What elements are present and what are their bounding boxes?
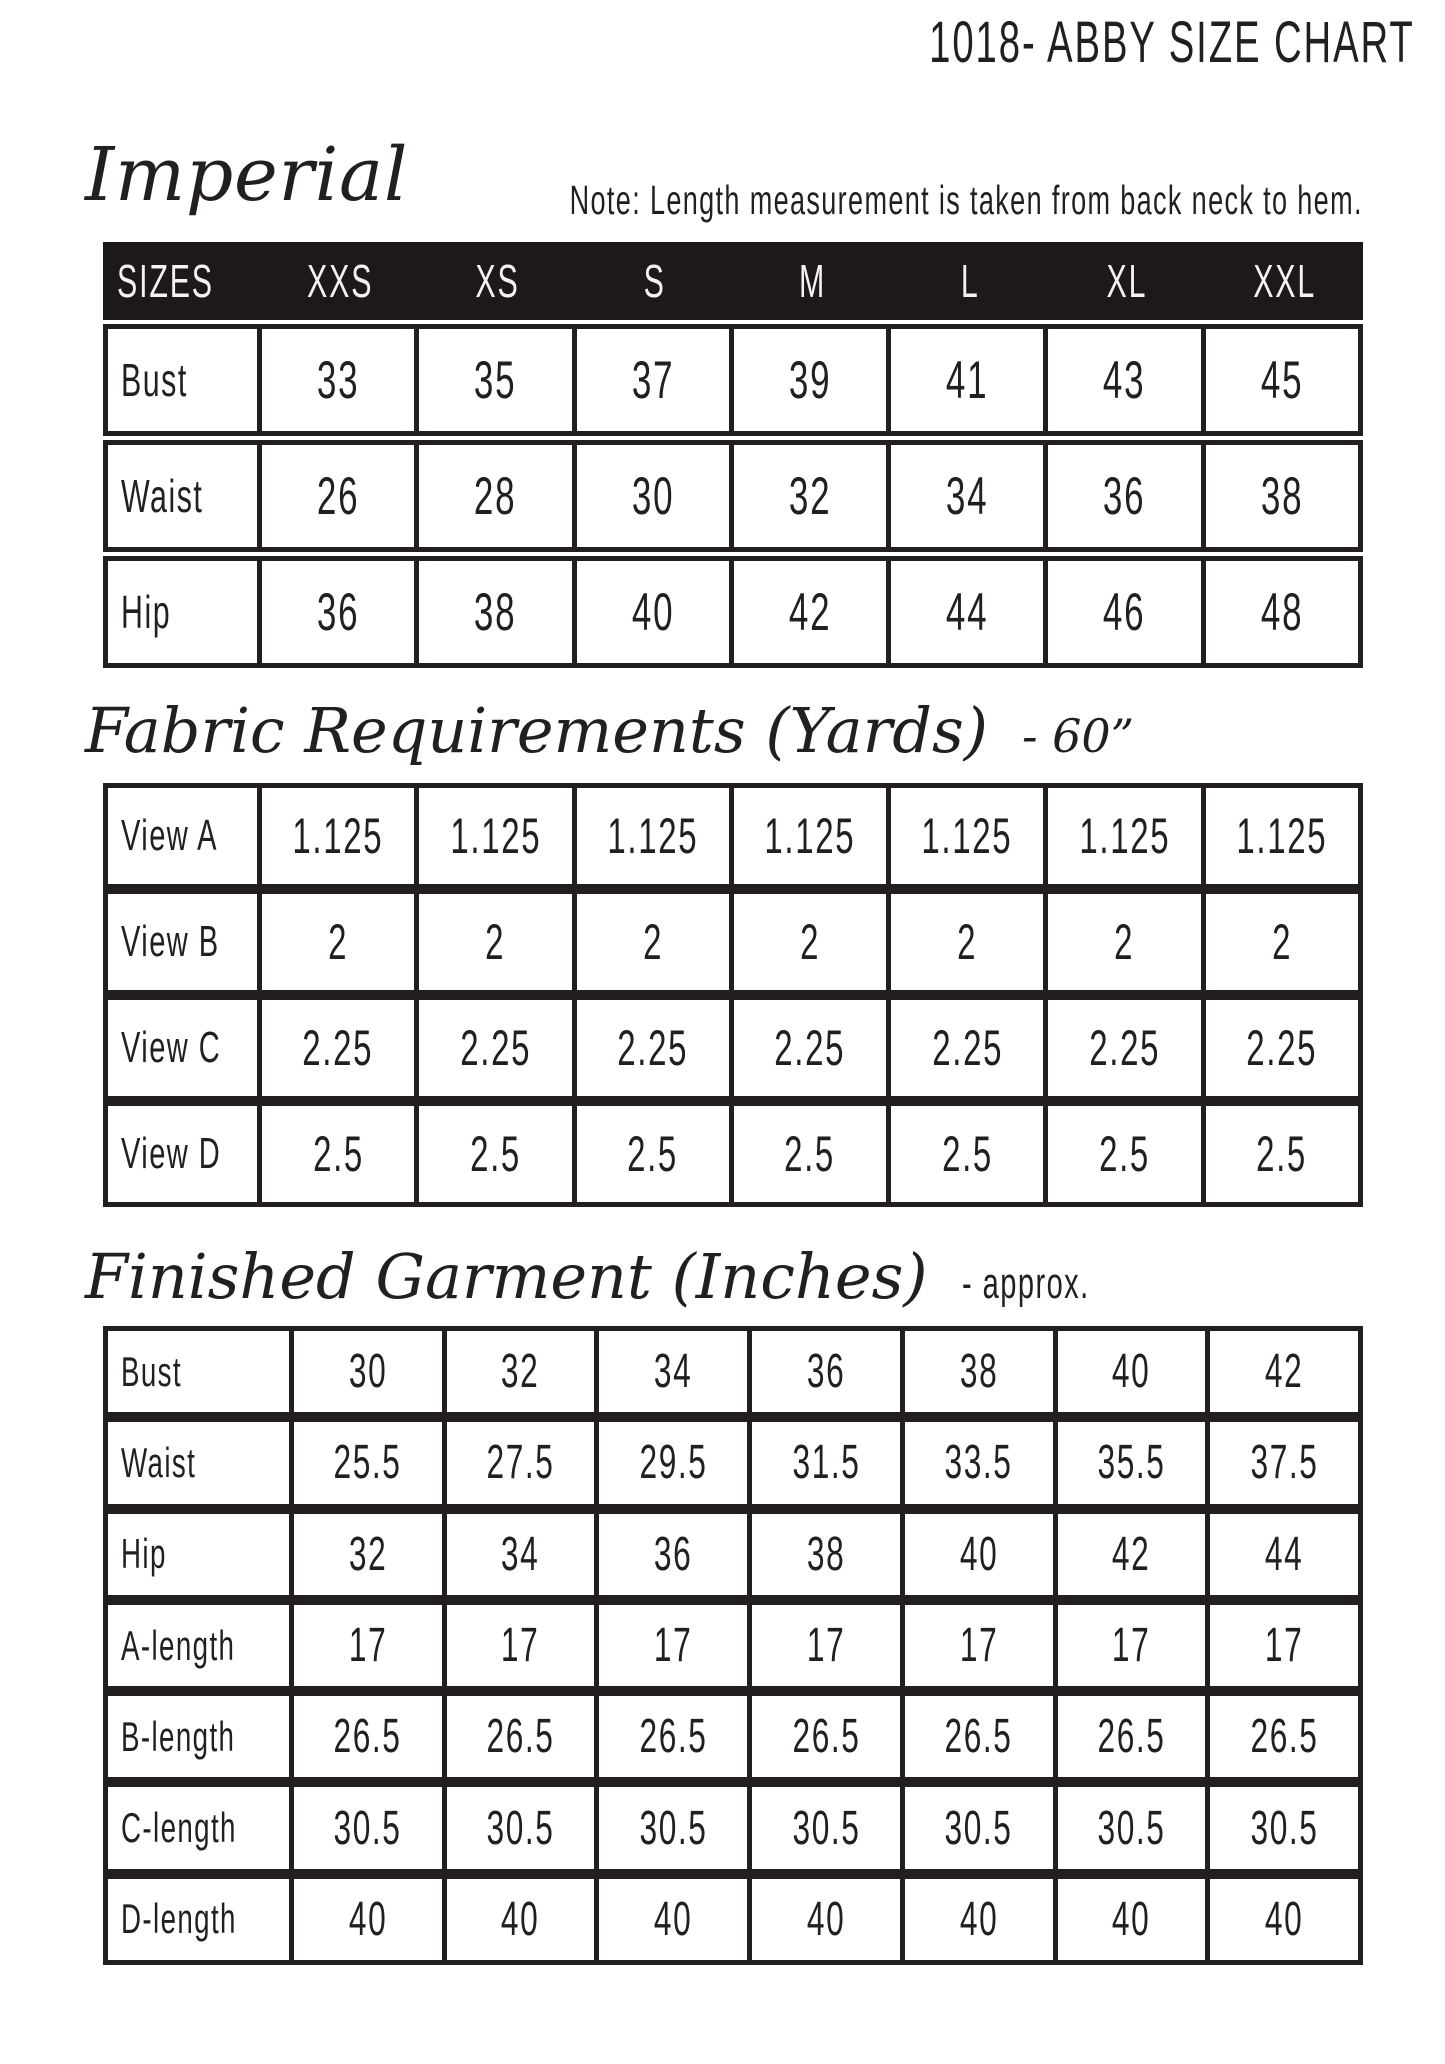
value-text: 26.5 [333,1710,402,1764]
value-cell [442,1605,595,1686]
value-text: 2 [485,914,506,970]
value-text: 30.5 [1097,1801,1166,1855]
value-text: 30.5 [486,1801,555,1855]
value-cell [900,1514,1053,1595]
value-cell [289,1696,442,1777]
finished-approx-suffix: - approx. [961,1259,1090,1308]
value-text: 42 [1112,1527,1151,1581]
value-cell [289,1514,442,1595]
table-row [103,440,1363,552]
row-label-cell [108,1422,289,1503]
value-text: 2.25 [302,1020,374,1076]
fabric-width-suffix: - 60” [1021,709,1135,763]
value-cell [729,894,886,990]
value-cell [572,561,729,663]
value-cell [257,445,414,547]
value-text: 1.125 [764,808,856,864]
value-text: 30.5 [944,1801,1013,1855]
value-text: 36 [654,1527,693,1581]
value-cell [729,1000,886,1096]
value-cell [1201,788,1358,884]
table-row [103,1326,1363,1417]
value-text: 37.5 [1250,1436,1319,1490]
value-text: 40 [348,1892,388,1946]
row-label-cell [108,894,257,990]
value-text: 34 [946,466,989,526]
value-text: 1.125 [921,808,1013,864]
header-cell-text: M [798,255,827,307]
table-row [103,1101,1363,1207]
value-cell [900,1879,1053,1960]
value-cell [729,329,886,431]
value-cell [1205,1514,1358,1595]
value-cell [886,445,1043,547]
value-text: 30.5 [792,1801,861,1855]
value-text: 26.5 [1250,1710,1319,1764]
value-cell [729,445,886,547]
value-text: 34 [501,1527,540,1581]
value-text: 30.5 [1250,1801,1319,1855]
table-row [103,1782,1363,1873]
header-cell-size [577,254,734,308]
value-cell [1053,1879,1206,1960]
row-label: B-length [121,1712,236,1760]
value-cell [886,329,1043,431]
value-text: 1.125 [450,808,541,864]
value-cell [900,1605,1053,1686]
value-text: 40 [806,1892,846,1946]
value-text: 36 [1103,466,1146,526]
value-cell [1201,329,1358,431]
value-cell [1205,1787,1358,1868]
value-text: 38 [474,582,517,642]
value-text: 46 [1103,582,1146,642]
row-label: Hip [121,1530,167,1578]
row-label-cell [108,329,257,431]
fabric-requirements-heading-text: Fabric Requirements (Yards) [85,694,988,767]
value-cell [594,1514,747,1595]
value-cell [414,1000,571,1096]
row-label-cell [108,1331,289,1412]
value-text: 17 [348,1619,388,1673]
value-text: 2 [328,914,349,970]
value-cell [1053,1605,1206,1686]
value-text: 38 [1260,466,1304,526]
value-cell [1205,1605,1358,1686]
value-cell [442,1879,595,1960]
value-text: 2 [957,914,978,970]
value-cell [900,1331,1053,1412]
imperial-size-table [103,242,1363,668]
row-label-cell [108,1787,289,1868]
value-cell [886,894,1043,990]
value-cell [1043,1000,1200,1096]
value-cell [572,329,729,431]
row-label-cell [108,1514,289,1595]
row-label: Waist [121,1438,197,1486]
row-label-cell [108,1106,257,1202]
value-cell [1201,445,1358,547]
row-label: D-length [121,1895,237,1943]
row-label: Bust [121,354,188,406]
value-text: 35 [474,350,517,410]
value-text: 17 [959,1619,998,1673]
value-text: 34 [654,1345,693,1399]
value-cell [289,1331,442,1412]
value-text: 26.5 [792,1710,861,1764]
value-cell [1201,1000,1358,1096]
value-text: 26.5 [639,1710,708,1764]
value-cell [572,1000,729,1096]
value-cell [1201,894,1358,990]
value-text: 2.25 [931,1020,1003,1076]
value-cell [1053,1422,1206,1503]
row-label: Waist [121,470,204,522]
value-cell [747,1696,900,1777]
value-text: 30.5 [639,1801,708,1855]
row-label-cell [108,1000,257,1096]
value-text: 17 [501,1619,540,1673]
value-cell [442,1514,595,1595]
value-text: 41 [946,350,989,410]
value-text: 32 [501,1345,540,1399]
row-label-cell [108,561,257,663]
value-text: 25.5 [333,1436,402,1490]
value-text: 40 [1112,1892,1151,1946]
finished-garment-heading [85,1240,1155,1313]
table-row [103,995,1363,1101]
value-cell [442,1696,595,1777]
value-cell [594,1787,747,1868]
value-cell [594,1696,747,1777]
row-label: C-length [121,1804,237,1852]
value-text: 45 [1260,350,1304,410]
value-cell [414,1106,571,1202]
finished-garment-heading-text: Finished Garment (Inches) [85,1240,928,1313]
value-text: 40 [654,1892,693,1946]
value-cell [594,1879,747,1960]
value-cell [1043,1106,1200,1202]
header-cell-sizes [103,254,262,308]
value-cell [257,1106,414,1202]
value-text: 1.125 [1079,808,1170,864]
value-cell [289,1879,442,1960]
row-label-cell [108,1605,289,1686]
value-cell [1205,1696,1358,1777]
value-text: 2.25 [459,1020,531,1076]
table-row [103,324,1363,436]
value-text: 28 [474,466,517,526]
value-text: 17 [1264,1619,1304,1673]
value-cell [414,894,571,990]
value-cell [747,1331,900,1412]
value-text: 44 [1264,1527,1304,1581]
row-label: View B [121,917,220,966]
value-cell [414,445,571,547]
value-cell [900,1696,1053,1777]
value-text: 40 [959,1892,998,1946]
value-cell [900,1422,1053,1503]
value-cell [886,1000,1043,1096]
row-label: View A [121,811,218,860]
header-cell-size [419,254,576,308]
table-row [103,556,1363,668]
length-note [161,177,1363,223]
value-text: 1.125 [292,808,384,864]
value-text: 17 [1112,1619,1151,1673]
header-cell-size [734,254,891,308]
value-cell [414,788,571,884]
value-cell [594,1422,747,1503]
value-text: 40 [631,582,674,642]
value-text: 17 [654,1619,693,1673]
value-cell [572,788,729,884]
row-label: A-length [121,1621,236,1669]
value-text: 26 [316,466,360,526]
row-label: Hip [121,586,172,638]
value-text: 2.25 [1089,1020,1160,1076]
table-row [103,1417,1363,1508]
value-cell [257,894,414,990]
value-cell [442,1787,595,1868]
row-label-cell [108,445,257,547]
value-text: 42 [788,582,832,642]
value-text: 42 [1264,1345,1304,1399]
value-cell [1053,1331,1206,1412]
value-text: 17 [806,1619,846,1673]
value-text: 48 [1260,582,1304,642]
value-cell [1043,329,1200,431]
value-text: 27.5 [486,1436,555,1490]
value-text: 32 [348,1527,388,1581]
row-label: View C [121,1023,222,1072]
value-cell [747,1514,900,1595]
header-cell-text: SIZES [117,255,214,307]
value-cell [1053,1696,1206,1777]
value-text: 38 [806,1527,846,1581]
value-cell [1201,561,1358,663]
value-cell [729,788,886,884]
value-text: 2.5 [1099,1126,1150,1182]
value-cell [257,1000,414,1096]
value-text: 43 [1103,350,1146,410]
fabric-requirements-table [103,783,1363,1207]
header-cell-text: XS [475,255,520,307]
value-cell [289,1422,442,1503]
value-cell [257,788,414,884]
header-cell-size [891,254,1048,308]
value-cell [900,1787,1053,1868]
value-cell [289,1787,442,1868]
value-cell [1201,1106,1358,1202]
value-text: 32 [788,466,832,526]
value-cell [1205,1879,1358,1960]
table-row [103,1691,1363,1782]
value-text: 2 [799,914,820,970]
value-cell [1043,561,1200,663]
value-text: 2.5 [469,1126,521,1182]
value-cell [414,561,571,663]
value-cell [1205,1331,1358,1412]
value-text: 37 [631,350,674,410]
value-text: 1.125 [1236,808,1328,864]
header-cell-text: L [960,255,980,307]
value-text: 2.25 [774,1020,846,1076]
row-label: View D [121,1129,222,1178]
fabric-requirements-heading [85,694,1135,767]
value-cell [572,1106,729,1202]
table-row [103,1509,1363,1600]
value-text: 30 [631,466,674,526]
value-text: 35.5 [1097,1436,1166,1490]
row-label-cell [108,788,257,884]
value-text: 40 [1112,1345,1151,1399]
value-text: 44 [946,582,989,642]
value-text: 2 [1271,914,1292,970]
header-cell-text: XXS [307,255,374,307]
value-text: 33.5 [944,1436,1013,1490]
value-text: 30 [348,1345,388,1399]
value-cell [747,1879,900,1960]
value-text: 31.5 [792,1436,861,1490]
finished-garment-table [103,1326,1363,1965]
value-text: 26.5 [1097,1710,1166,1764]
value-text: 38 [959,1345,998,1399]
value-text: 2.5 [312,1126,364,1182]
value-text: 33 [316,350,360,410]
value-text: 40 [501,1892,540,1946]
header-cell-text: XXL [1252,255,1316,307]
header-cell-size [1048,254,1205,308]
value-cell [747,1422,900,1503]
value-cell [442,1422,595,1503]
table-row [103,1874,1363,1965]
document-title-text: 1018- ABBY SIZE CHART [929,10,1415,75]
value-cell [886,1106,1043,1202]
value-cell [1053,1787,1206,1868]
value-text: 40 [959,1527,998,1581]
value-cell [729,1106,886,1202]
value-text: 2.5 [627,1126,679,1182]
value-cell [594,1331,747,1412]
value-cell [747,1787,900,1868]
value-text: 29.5 [639,1436,708,1490]
value-text: 40 [1264,1892,1304,1946]
size-table-header [103,242,1363,320]
value-text: 2 [642,914,663,970]
header-cell-size [1206,254,1363,308]
value-text: 2.25 [617,1020,689,1076]
value-cell [572,894,729,990]
value-cell [1043,445,1200,547]
value-cell [1043,894,1200,990]
document-title [679,10,1415,75]
value-cell [594,1605,747,1686]
value-text: 26.5 [486,1710,555,1764]
value-text: 39 [788,350,832,410]
value-cell [747,1605,900,1686]
header-cell-text: S [644,255,667,307]
value-cell [572,445,729,547]
value-text: 30.5 [333,1801,402,1855]
value-cell [289,1605,442,1686]
value-cell [1043,788,1200,884]
header-cell-text: XL [1106,255,1148,307]
value-cell [257,329,414,431]
value-cell [1205,1422,1358,1503]
value-text: 36 [316,582,360,642]
value-text: 2.5 [941,1126,993,1182]
value-text: 2.5 [784,1126,836,1182]
value-cell [414,329,571,431]
value-text: 2.5 [1256,1126,1308,1182]
value-cell [886,561,1043,663]
value-text: 2 [1114,914,1135,970]
row-label-cell [108,1696,289,1777]
value-text: 2.25 [1246,1020,1318,1076]
table-row [103,783,1363,889]
table-row [103,889,1363,995]
table-row [103,1600,1363,1691]
value-cell [442,1331,595,1412]
value-text: 36 [806,1345,846,1399]
value-cell [886,788,1043,884]
value-cell [729,561,886,663]
row-label-cell [108,1879,289,1960]
value-cell [1053,1514,1206,1595]
header-cell-size [262,254,419,308]
value-text: 1.125 [607,808,699,864]
value-cell [257,561,414,663]
imperial-heading: Imperial [85,132,409,218]
value-text: 26.5 [944,1710,1013,1764]
length-note-text: Note: Length measurement is taken from back neck to hem. [569,177,1363,223]
row-label: Bust [121,1347,183,1395]
